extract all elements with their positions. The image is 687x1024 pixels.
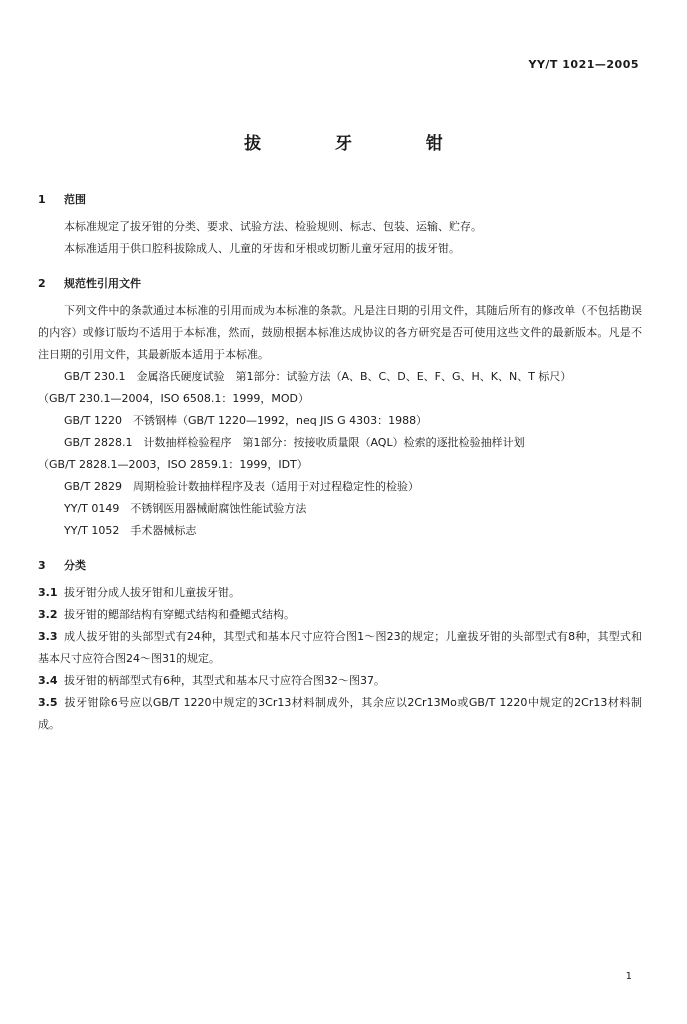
clause-3-3: [38, 626, 642, 670]
clause-number: 3.2: [38, 608, 58, 621]
clause-text: 拔牙钳的柄部型式有6种，其型式和基本尺寸应符合图32～图37。: [64, 674, 385, 687]
standard-code: YY/T 1021—2005: [528, 58, 639, 71]
clause-text: 拔牙钳的鳃部结构有穿鳃式结构和叠鳃式结构。: [64, 608, 295, 621]
clause-text: 成人拔牙钳的头部型式有24种，其型式和基本尺寸应符合图1～图23的规定；儿童拔牙钳的头部型式有8种，其型式和基本尺寸应符合图24～图31的规定。: [38, 630, 642, 665]
reference-line-continued: （GB/T 2828.1—2003，ISO 2859.1：1999，IDT）: [38, 458, 308, 471]
clause-number: 3.5: [38, 696, 58, 709]
section-2-heading: [38, 274, 642, 294]
section-title: 分类: [64, 559, 86, 572]
clause-text: 拔牙钳分成人拔牙钳和儿童拔牙钳。: [64, 586, 240, 599]
section-3-heading: [38, 556, 642, 576]
clause-3-5: [38, 692, 642, 736]
document-title: 拔 牙 钳: [244, 134, 477, 154]
section-number: 2: [38, 277, 46, 290]
reference-line: YY/T 0149 不锈钢医用器械耐腐蚀性能试验方法: [64, 502, 307, 515]
section-title: 范围: [64, 193, 86, 206]
document-body: [38, 190, 642, 736]
clause-text: 拔牙钳除6号应以GB/T 1220中规定的3Cr13材料制成外，其余应以2Cr13Mo或GB/T 1220中规定的2Cr13材料制成。: [38, 696, 642, 731]
reference-line: GB/T 230.1 金属洛氏硬度试验 第1部分：试验方法（A、B、C、D、E、F、G、H、K、N、T 标尺）: [64, 370, 572, 383]
clause-3-1: [38, 582, 642, 604]
scope-paragraph-2: 本标准适用于供口腔科拔除成人、儿童的牙齿和牙根或切断儿童牙冠用的拔牙钳。: [64, 242, 460, 255]
section-number: 1: [38, 193, 46, 206]
section-1-heading: [38, 190, 642, 210]
reference-line-continued: （GB/T 230.1—2004，ISO 6508.1：1999，MOD）: [38, 392, 309, 405]
clause-3-2: [38, 604, 642, 626]
reference-line: GB/T 2828.1 计数抽样检验程序 第1部分：按接收质量限（AQL）检索的逐批检验抽样计划: [64, 436, 525, 449]
scope-paragraph-1: 本标准规定了拔牙钳的分类、要求、试验方法、检验规则、标志、包装、运输、贮存。: [64, 220, 482, 233]
clause-3-4: [38, 670, 642, 692]
clause-number: 3.3: [38, 630, 58, 643]
section-number: 3: [38, 559, 46, 572]
section-title: 规范性引用文件: [64, 277, 141, 290]
references-intro: 下列文件中的条款通过本标准的引用而成为本标准的条款。凡是注日期的引用文件，其随后所有的修改单（不包括勘误的内容）或修订版均不适用于本标准，然而，鼓励根据本标准达成协议的各方研究是否可使用这些文件的最新版本。凡是不注日期的引用文件，其最新版本适用于本标准。: [38, 304, 642, 361]
clause-number: 3.1: [38, 586, 58, 599]
reference-line: GB/T 2829 周期检验计数抽样程序及表（适用于对过程稳定性的检验）: [64, 480, 419, 493]
reference-line: GB/T 1220 不锈钢棒（GB/T 1220—1992，neq JIS G 4303：1988）: [64, 414, 428, 427]
clause-number: 3.4: [38, 674, 58, 687]
reference-line: YY/T 1052 手术器械标志: [64, 524, 197, 537]
page-number: 1: [625, 971, 632, 982]
